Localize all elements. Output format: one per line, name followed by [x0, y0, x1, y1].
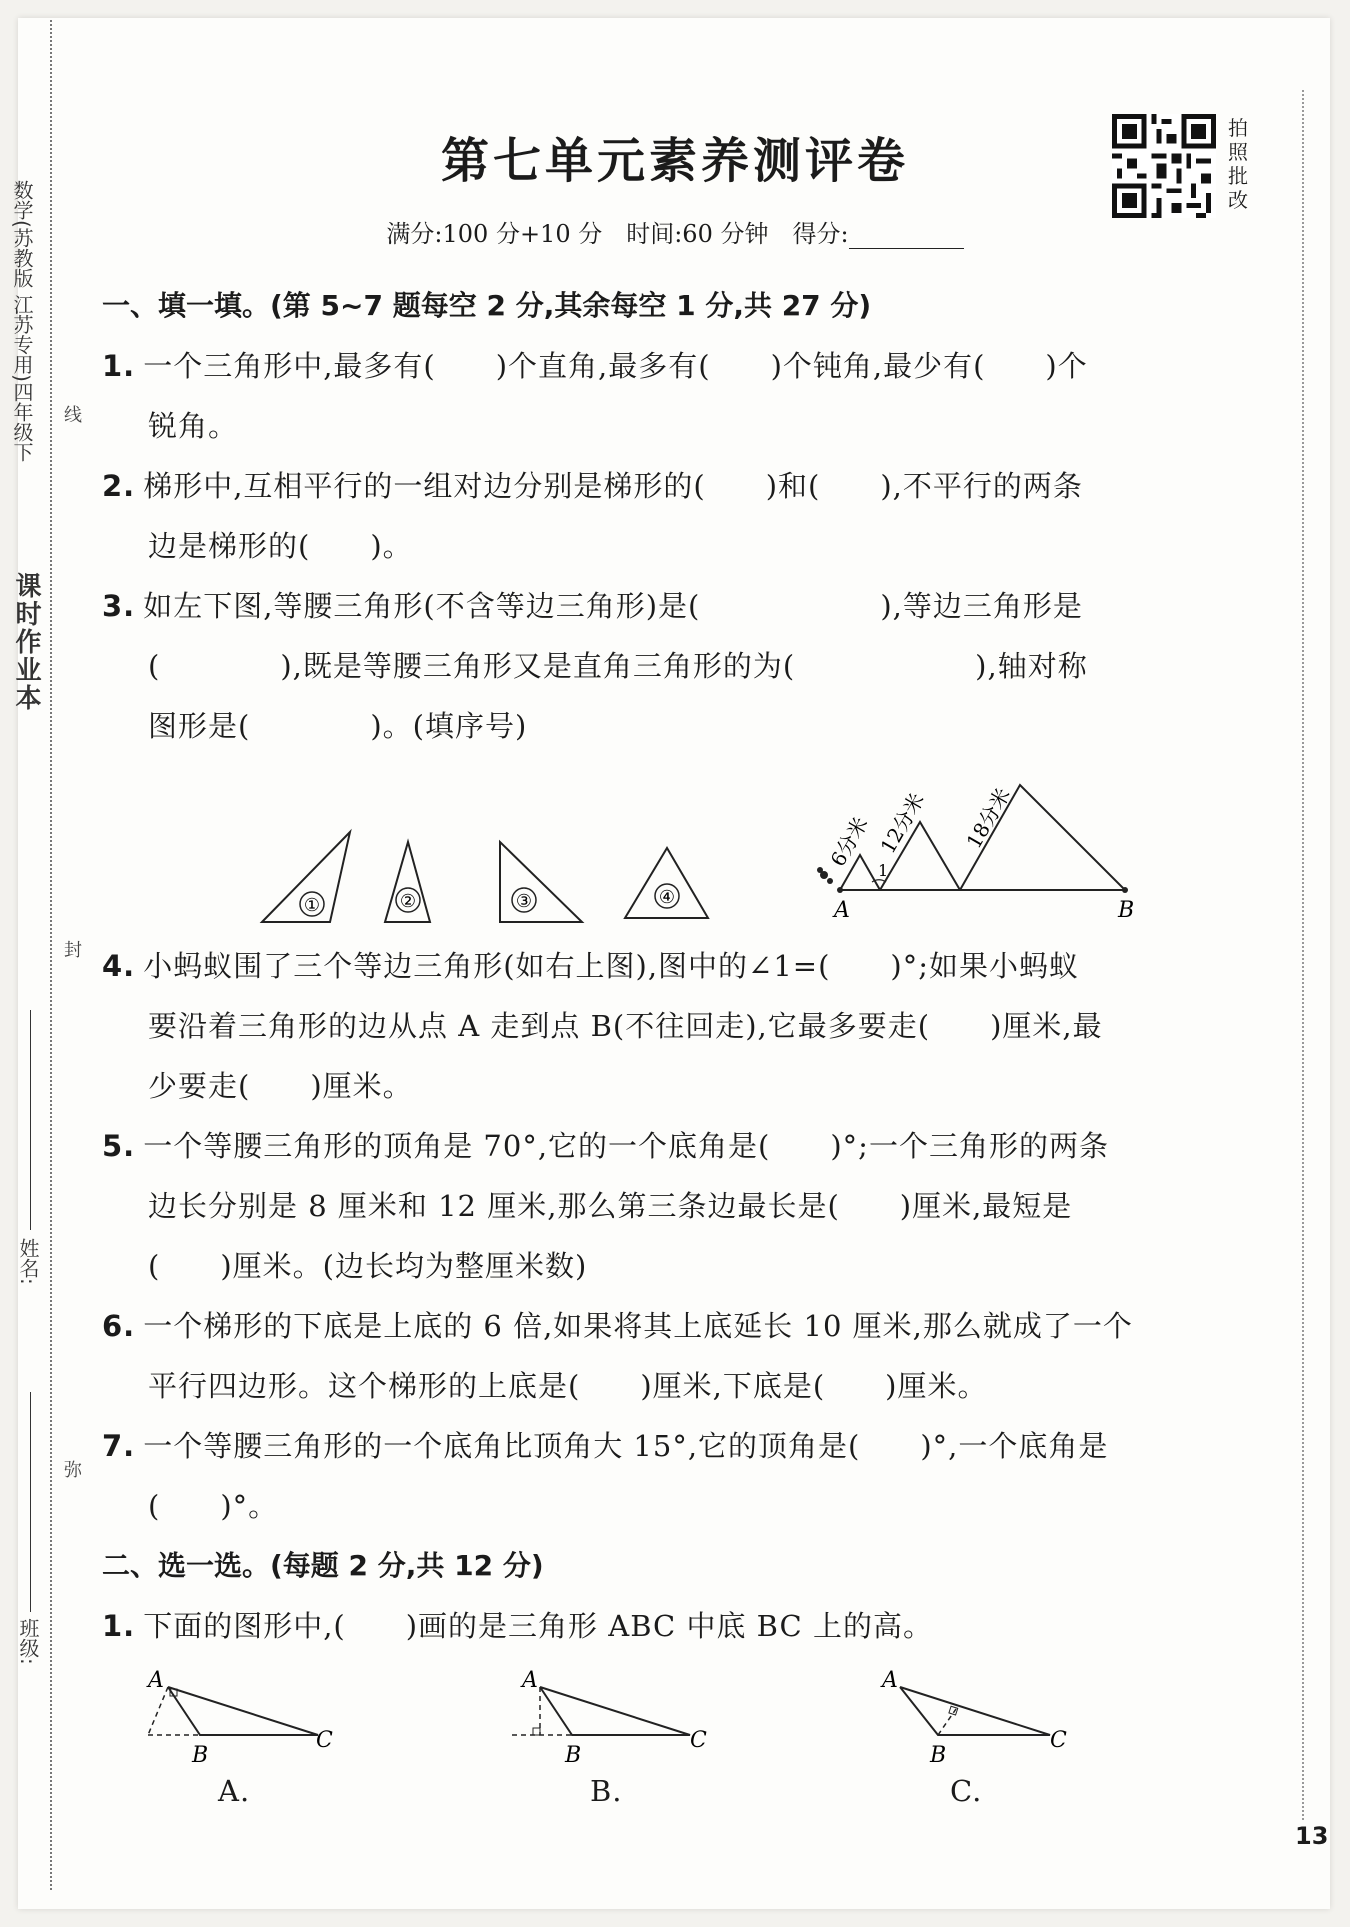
ant-icon — [817, 867, 833, 884]
shape-label-4: ④ — [658, 887, 676, 908]
score-blank[interactable] — [849, 226, 964, 249]
option-b-label[interactable]: B. — [590, 1774, 623, 1808]
svg-text:B: B — [565, 1743, 582, 1768]
option-a-label[interactable]: A. — [218, 1774, 251, 1808]
name-label: 姓名: — [16, 1238, 40, 1285]
question-1: 1. 一个三角形中,最多有( )个直角,最多有( )个钝角,最少有( )个 — [102, 349, 1088, 383]
option-c-figure[interactable] — [870, 1665, 1090, 1785]
side-brand: 课时作业本 — [11, 572, 41, 712]
qr-code-icon[interactable] — [1112, 114, 1216, 218]
triangle-figures — [250, 820, 720, 930]
side-mi: 弥 — [61, 1460, 82, 1478]
svg-text:A: A — [522, 1668, 538, 1693]
side-18-label: 18分米 — [961, 783, 1016, 853]
ant-triangle-figure — [790, 760, 1150, 930]
question-4-cont2: 少要走( )厘米。 — [148, 1069, 413, 1103]
question-7-cont: ( )°。 — [148, 1489, 279, 1523]
section-2-question-1: 1. 下面的图形中,( )画的是三角形 ABC 中底 BC 上的高。 — [102, 1609, 933, 1643]
shape-label-2: ② — [399, 891, 417, 912]
qr-label: 拍 照 批 改 — [1228, 116, 1248, 212]
question-7: 7. 一个等腰三角形的一个底角比顶角大 15°,它的顶角是( )°,一个底角是 — [102, 1429, 1109, 1463]
side-feng: 封 — [61, 940, 82, 958]
svg-text:B: B — [930, 1743, 947, 1768]
page-title: 第七单元素养测评卷 — [440, 133, 909, 189]
side-12-label: 12分米 — [875, 788, 930, 858]
section-1-heading: 一、填一填。(第 5~7 题每空 2 分,其余每空 1 分,共 27 分) — [102, 289, 872, 322]
question-1-cont: 锐角。 — [148, 409, 239, 443]
score-info-text: 满分:100 分+10 分 时间:60 分钟 得分: — [386, 220, 849, 248]
shape-label-3: ③ — [515, 891, 533, 912]
svg-text:C: C — [690, 1728, 707, 1753]
question-6-cont: 平行四边形。这个梯形的上底是( )厘米,下底是( )厘米。 — [148, 1369, 988, 1403]
question-2: 2. 梯形中,互相平行的一组对边分别是梯形的( )和( ),不平行的两条 — [102, 469, 1083, 503]
triangle-3 — [500, 842, 582, 922]
point-b-label: B — [1118, 898, 1135, 923]
question-4-cont: 要沿着三角形的边从点 A 走到点 B(不往回走),它最多要走( )厘米,最 — [148, 1009, 1103, 1043]
question-5-cont: 边长分别是 8 厘米和 12 厘米,那么第三条边最长是( )厘米,最短是 — [148, 1189, 1073, 1223]
angle-1-label: 1 — [878, 861, 889, 880]
question-2-cont: 边是梯形的( )。 — [148, 529, 413, 563]
question-4: 4. 小蚂蚁围了三个等边三角形(如右上图),图中的∠1=( )°;如果小蚂蚁 — [102, 949, 1079, 983]
binding-dotted-line — [50, 20, 52, 1890]
side-6-label: 6分米 — [825, 812, 873, 871]
option-a-figure[interactable] — [138, 1665, 358, 1785]
right-dotted-line — [1302, 90, 1304, 1820]
question-3-cont2: 图形是( )。(填序号) — [148, 709, 528, 743]
svg-text:B: B — [192, 1743, 209, 1768]
question-5: 5. 一个等腰三角形的顶角是 70°,它的一个底角是( )°;一个三角形的两条 — [102, 1129, 1109, 1163]
option-c-label[interactable]: C. — [950, 1774, 983, 1808]
name-field[interactable] — [30, 1010, 31, 1230]
class-label: 班级: — [16, 1618, 40, 1665]
question-6: 6. 一个梯形的下底是上底的 6 倍,如果将其上底延长 10 厘米,那么就成了一个 — [102, 1309, 1133, 1343]
point-a-label: A — [834, 898, 850, 923]
option-b-figure[interactable] — [510, 1665, 730, 1785]
side-xian: 线 — [61, 405, 82, 423]
shape-label-1: ① — [303, 895, 321, 916]
side-book-info: 数学(苏教版 江苏专用)四年级下 — [10, 180, 34, 462]
svg-text:A: A — [148, 1668, 164, 1693]
svg-text:C: C — [1050, 1728, 1067, 1753]
score-info — [0, 214, 1350, 249]
class-field[interactable] — [30, 1392, 31, 1612]
question-3: 3. 如左下图,等腰三角形(不含等边三角形)是( ),等边三角形是 — [102, 589, 1083, 623]
svg-text:A: A — [882, 1668, 898, 1693]
page-number: 13 — [1295, 1822, 1329, 1850]
svg-text:C: C — [316, 1728, 333, 1753]
section-2-heading: 二、选一选。(每题 2 分,共 12 分) — [102, 1549, 544, 1582]
question-5-cont2: ( )厘米。(边长均为整厘米数) — [148, 1249, 588, 1283]
question-3-cont: ( ),既是等腰三角形又是直角三角形的为( ),轴对称 — [148, 649, 1088, 683]
